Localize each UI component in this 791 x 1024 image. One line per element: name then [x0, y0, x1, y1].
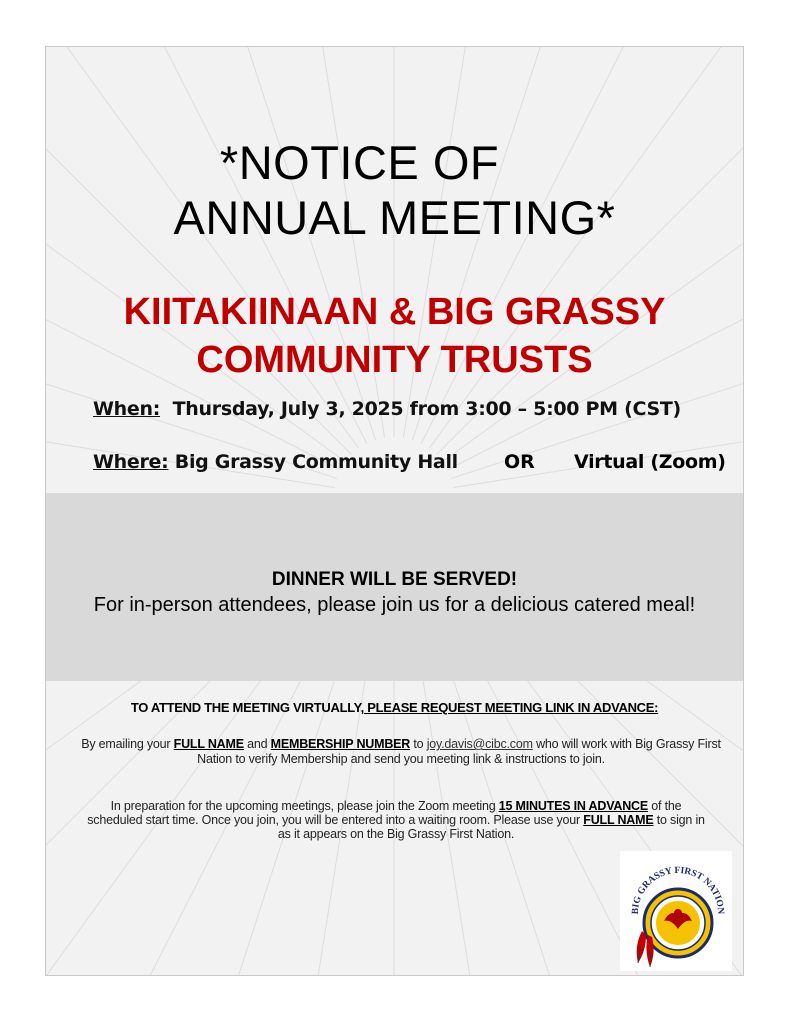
notice-title-line2: ANNUAL MEETING*	[173, 191, 616, 244]
when-line	[93, 398, 681, 420]
email-link[interactable]: joy.davis@cibc.com	[426, 737, 533, 751]
virtual-heading-underlined: PLEASE REQUEST MEETING LINK IN ADVANCE:	[363, 700, 659, 715]
where-place: Big Grassy Community Hall	[174, 451, 458, 473]
trust-name-line1: KIITAKIINAAN & BIG GRASSY	[123, 291, 666, 333]
advance-emphasis: 15 MINUTES IN ADVANCE	[498, 799, 649, 813]
logo-text: BIG GRASSY FIRST NATION	[630, 865, 726, 915]
when-value: Thursday, July 3, 2025 from 3:00 – 5:00 PM (CST)	[172, 398, 681, 420]
text-run: In preparation for the upcoming meetings, please join the Zoom meeting	[110, 799, 499, 813]
where-virtual: Virtual (Zoom)	[574, 451, 726, 473]
background-ray	[46, 47, 359, 448]
text-run: of the scheduled start time. Once you join, you will be entered into a waiting room. Please use your	[87, 799, 682, 827]
full-name-emphasis: FULL NAME	[583, 813, 654, 827]
text-run: to	[410, 737, 427, 751]
big-grassy-first-nation-logo	[620, 851, 732, 971]
nation-seal-icon	[620, 851, 732, 971]
notice-page	[45, 46, 744, 976]
virtual-heading-plain: TO ATTEND THE MEETING VIRTUALLY,	[130, 700, 364, 715]
text-run: and	[243, 737, 271, 751]
zoom-instructions	[86, 799, 706, 841]
background-ray	[429, 47, 743, 448]
background-ray	[46, 47, 352, 455]
dinner-text: For in-person attendees, please join us for a delicious catered meal!	[93, 594, 696, 616]
dinner-heading: DINNER WILL BE SERVED!	[271, 569, 518, 590]
email-instructions	[76, 737, 726, 767]
background-ray	[421, 47, 743, 444]
virtual-heading	[46, 700, 743, 715]
full-name-emphasis: FULL NAME	[173, 737, 244, 751]
membership-number-emphasis: MEMBERSHIP NUMBER	[270, 737, 411, 751]
where-line	[93, 451, 458, 473]
where-or: OR	[504, 451, 535, 473]
notice-title-line1: *NOTICE OF	[219, 136, 500, 189]
background-ray	[436, 47, 743, 455]
text-run: to sign in as it appears on the Big Grassy First Nation.	[277, 813, 705, 841]
text-run: By emailing your	[81, 737, 174, 751]
background-ray	[46, 47, 367, 444]
when-label: When:	[93, 398, 160, 420]
text-run: who will work with Big Grassy First Nation to verify Membership and send you meeting link & instructions to join.	[197, 737, 721, 766]
trust-name-line2: COMMUNITY TRUSTS	[196, 339, 593, 381]
where-label: Where:	[93, 451, 169, 473]
